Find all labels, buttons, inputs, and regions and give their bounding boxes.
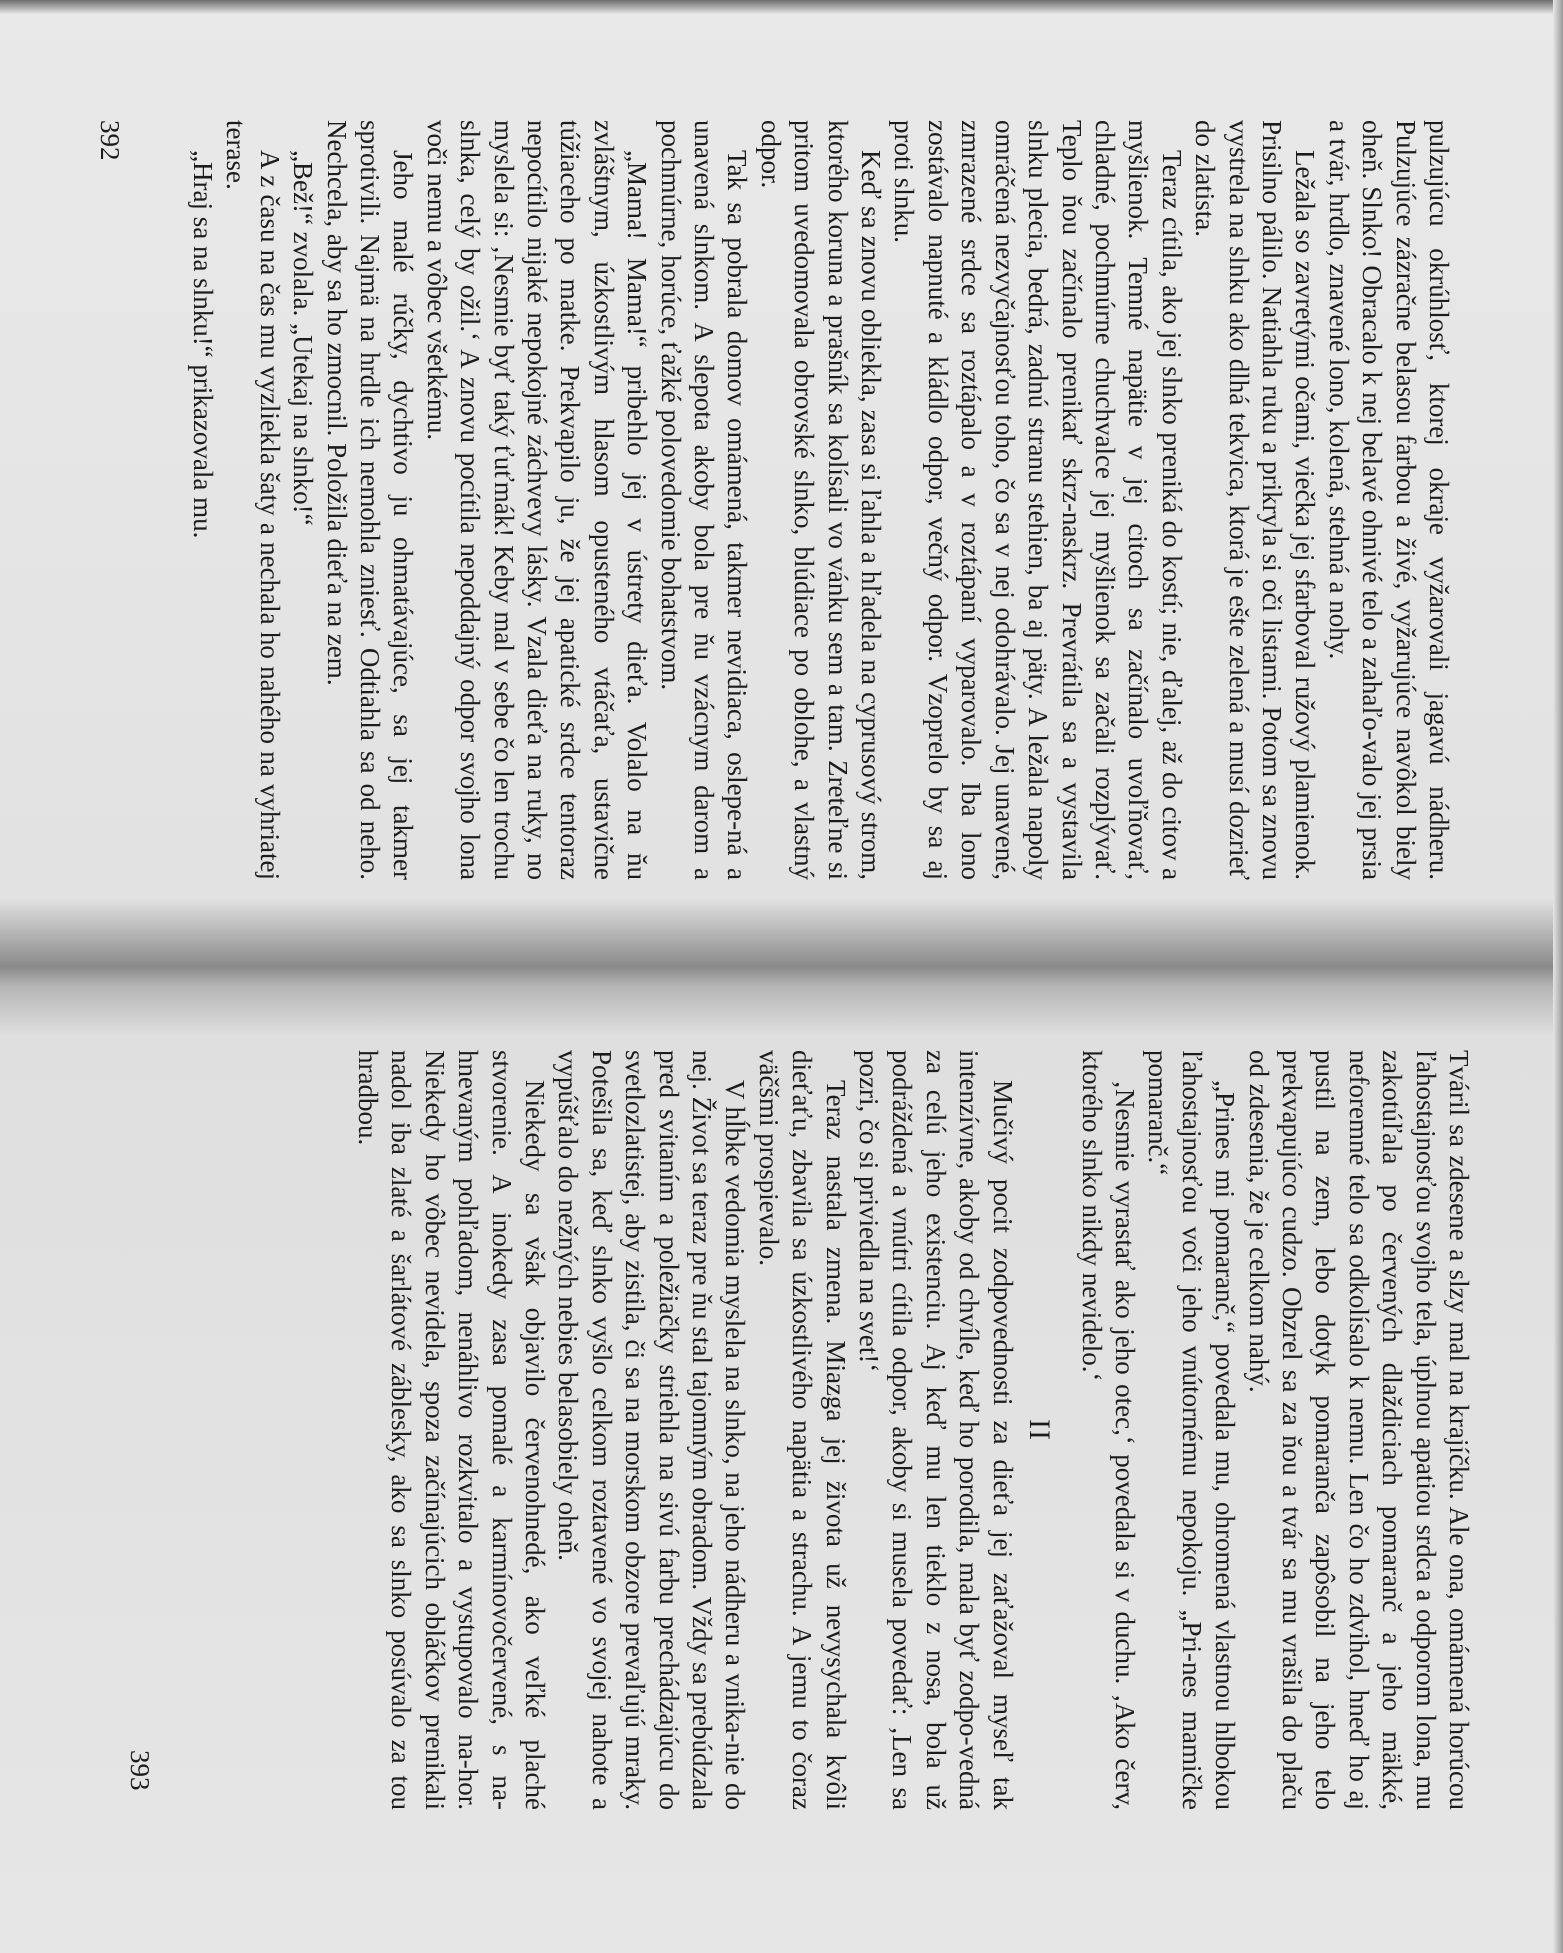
page-393-text xyxy=(351,1050,1475,1810)
page-392 xyxy=(95,80,1495,880)
paragraph: pulzujúcu okrúhlosť, ktorej okraje vyžarovali jagavú nádheru. Pulzujúce zázračne belasou farbou a živé, vyžarujúce navôkol biely oheň. Slnko! Obracalo k nej belavé ohnivé telo a zahaľo-valo jej prsia a tvár, hrdlo, znavené lono, kolená, stehná a nohy. xyxy=(1323,120,1454,880)
page-392-body xyxy=(95,80,1495,880)
page-number-393: 393 xyxy=(125,1750,155,1791)
paragraph: A z času na čas mu vyzliekla šaty a nechala ho nahého na vyhriatej terase. xyxy=(221,120,285,880)
paragraph: Tváril sa zdesene a slzy mal na krajíčku. Ale ona, omámená horúcou ľahostajnosťou svojho tela, úplnou apatiou srdca a odporom lona, mu zakotúľala po červených dlaždiciach pomaranč a jeho mäkké, neforemné telo sa odkolísalo k nemu. Len čo ho zdvihol, hneď ho aj pustil na zem, lebo dotyk pomaranča zapôsobil na jeho telo prekvapujúco cudzo. Obzrel sa za ňou a tvár sa mu vrašila do plaču od zdesenia, že je celkom nahý. xyxy=(1243,1050,1474,1810)
paragraph: „Prines mi pomaranč,“ povedala mu, ohromená vlastnou hlbokou ľahostajnosťou voči jeho vnútornému nepokoju. „Pri-nes mamičke pomaranč.“ xyxy=(1143,1050,1241,1810)
binding-edge xyxy=(1553,0,1563,1953)
paragraph: Mučivý pocit zodpovednosti za dieťa jej zaťažoval myseľ tak intenzívne, akoby od chvíle, keď ho porodila, mala byť zodpo-vedná za celú jeho existenciu. Aj keď mu len tieklo z nosa, bola už podráždená a vnútri cítila odpor, akoby si musela povedať: ‚Len sa pozri, čo si priviedla na svet!‘ xyxy=(854,1050,1018,1810)
paragraph: Niekedy sa však objavilo červenohnedé, ako veľké plaché stvorenie. A inokedy zasa pomalé a karmínovočervené, s na-hnevaným pohľadom, nenáhlivo rozkvitalo a vystupovalo na-hor. Niekedy ho vôbec nevidela, spoza začínajúcich obláčkov prenikali nadol iba zlaté a šarlátové záblesky, ako sa slnko posúvalo za tou hradbou. xyxy=(353,1050,551,1810)
paragraph: „Hraj sa na slnku!“ prikazovala mu. xyxy=(187,150,218,539)
page-393 xyxy=(115,1030,1495,1830)
page-edge-shadow xyxy=(0,0,1563,14)
page-392-text xyxy=(186,120,1455,880)
paragraph: Keď sa znovu obliekla, zasa si ľahla a hľadela na cyprusový strom, ktorého koruna a prašník sa kolísali vo vánku sem a tam. Zreteľne si pritom uvedomovala obrovské slnko, blúdiace po oblohe, a vlastný odpor. xyxy=(755,120,887,880)
paragraph: V hĺbke vedomia myslela na slnko, na jeho nádheru a vnika-nie do nej. Život sa teraz pre ňu stal tajomným obradom. Vždy sa prebúdzala pred svitaním a poležiačky striehla na sivú farbu prechádzajúcu do svetlozlatistej, aby zistila, či sa na morskom obzore prevaľujú mraky. Potešila sa, keď slnko vyšlo celkom roztavené vo svojej nahote a vypúšťalo do nežných nebies belasobiely oheň. xyxy=(553,1050,751,1810)
paragraph: Tak sa pobrala domov omámená, takmer nevidiaca, oslepe-ná a unavená slnkom. A slepota akoby bola pre ňu vzácnym darom a pochmúrne, horúce, ťažké polovedomie bohatstvom. xyxy=(655,120,753,880)
paragraph: „Bež!“ zvolala. „Utekaj na slnko!“ xyxy=(288,150,319,526)
paragraph: Ležala so zavretými očami, viečka jej sfarboval ružový plamienok. Prisilno pálilo. Natiahla ruku a prikryla si oči listami. Potom sa znovu vystrela na slnku ako dlhá tekvica, ktorá je ešte zelená a musí dozrieť do zlatista. xyxy=(1190,120,1321,880)
paragraph: Teraz nastala zmena. Miazga jej života už nevysychala kvôli dieťaťu, zbavila sa úzkostlivého napätia a strachu. A jemu to čoraz väčšmi prospievalo. xyxy=(753,1050,851,1810)
section-heading: II xyxy=(1023,1419,1057,1441)
paragraph: Jeho malé rúčky, dychtivo ju ohmatávajúce, sa jej takmer sprotivili. Najmä na hrdle ich nemohla zniesť. Odtiahla sa od neho. Nechcela, aby sa ho zmocnil. Položila dieťa na zem. xyxy=(321,120,419,880)
page-number-392: 392 xyxy=(95,120,125,161)
paragraph: Teraz cítila, ako jej slnko preniká do kostí; nie, ďalej, až do citov a myšlienok. Temné napätie v jej citoch sa začínalo uvoľňovať, chladné, pochmúrne chuchvalce jej myšlienok sa začali rozplývať. Teplo ňou začínalo prenikať skrz-naskrz. Prevrátila sa a vystavila slnku plecia, bedrá, zadnú stranu stehien, ba aj päty. A ležala napoly omráčená nezvyčajnosťou toho, čo sa v nej odohrávalo. Jej unavené, zmrazené srdce sa roztápalo a v roztápaní vyparovalo. Iba lono zostávalo napnuté a kládlo odpor, večný odpor. Vzoprelo by sa aj proti slnku. xyxy=(889,120,1187,880)
paragraph: ‚Nesmie vyrastať ako jeho otec,‘ povedala si v duchu. ‚Ako červ, ktorého slnko nikdy nevidelo.‘ xyxy=(1076,1050,1140,1810)
page-393-body xyxy=(115,1030,1495,1830)
paragraph: „Mama! Mama!“ pribehlo jej v ústrety dieťa. Volalo na ňu zvláštnym, úzkostlivým hlasom opusteného vtáčaťa, ustavične túžiaceho po matke. Prekvapilo ju, že jej apatické srdce tentoraz nepocítilo nijaké nepokojné záchvevy lásky. Vzala dieťa na ruky, no myslela si: ‚Nesmie byť taký ťuťmák! Keby mal v sebe čo len trochu slnka, celý by ožil.‘ A znovu pocítila nepoddajný odpor svojho lona voči nemu a vôbec všetkému. xyxy=(421,120,653,880)
